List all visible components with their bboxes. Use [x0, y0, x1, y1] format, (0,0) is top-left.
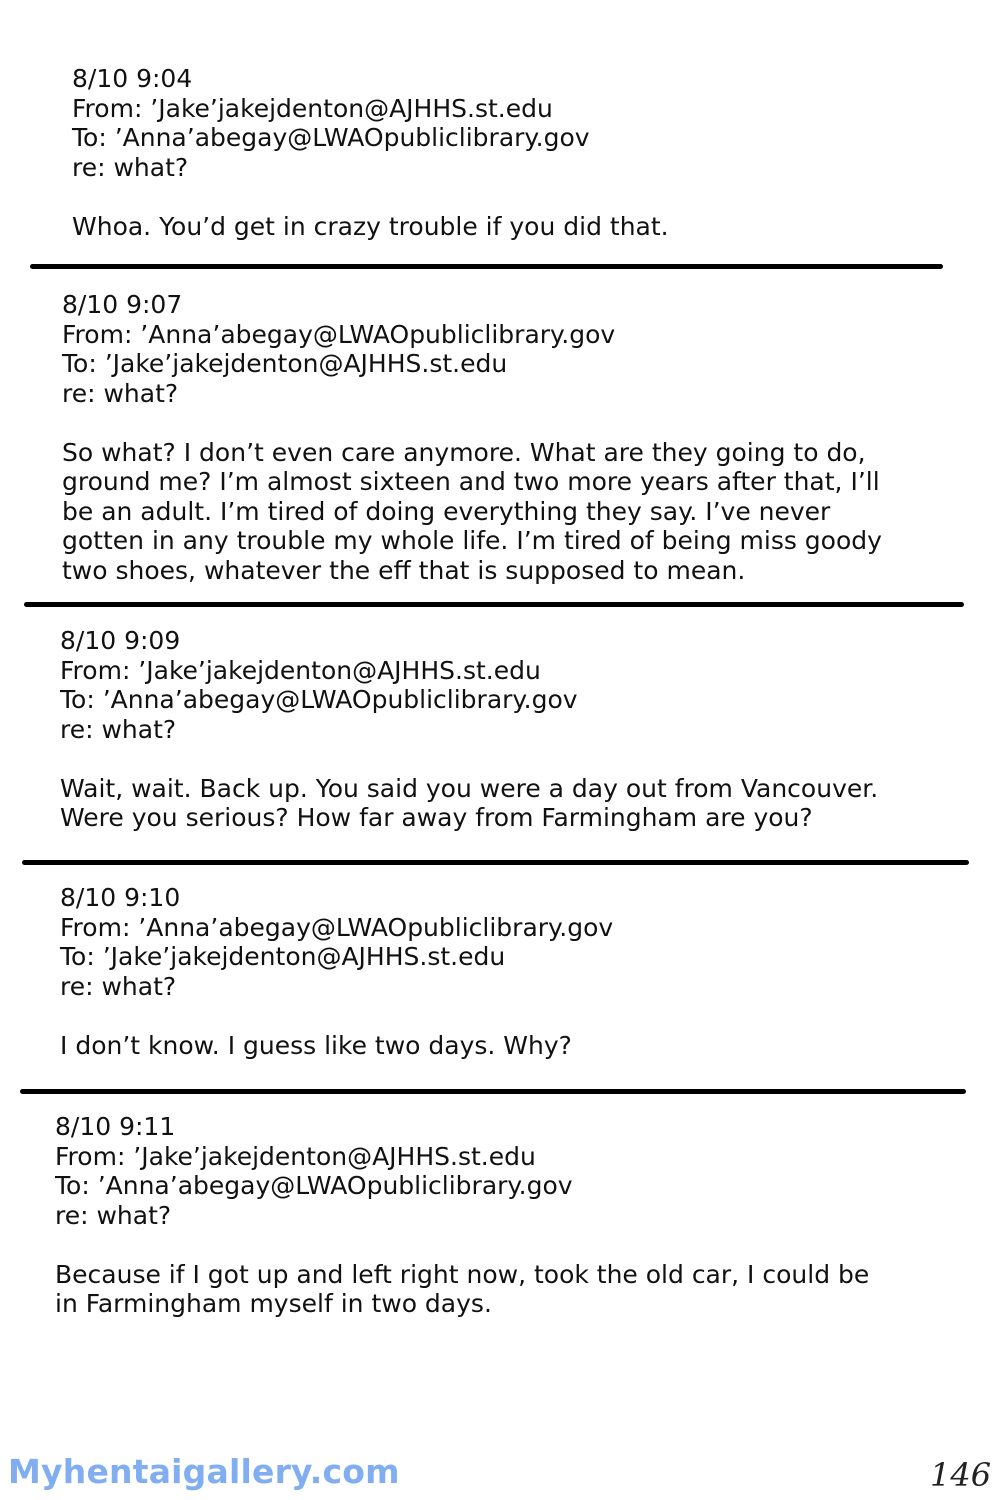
email-timestamp: 8/10 9:10 [60, 883, 181, 912]
email-body-line: Whoa. You’d get in crazy trouble if you did that. [72, 211, 669, 241]
email-body-line: be an adult. I’m tired of doing everything they say. I’ve never [62, 496, 831, 526]
email-body [60, 1031, 613, 1061]
email-timestamp: 8/10 9:11 [55, 1112, 176, 1141]
email-subject: re: what? [62, 378, 179, 408]
email-from: From: ’Jake’jakejdenton@AJHHS.st.edu [60, 655, 541, 685]
email-subject: re: what? [55, 1200, 172, 1230]
email-body [55, 1260, 869, 1319]
email-from: From: ’Anna’abegay@LWAOpubliclibrary.gov [60, 912, 614, 942]
email-subject: re: what? [72, 152, 189, 182]
message-divider [22, 860, 969, 865]
email-timestamp: 8/10 9:07 [62, 290, 183, 319]
email-to: To: ’Anna’abegay@LWAOpubliclibrary.gov [60, 685, 578, 714]
email-message [62, 290, 882, 585]
email-from: From: ’Anna’abegay@LWAOpubliclibrary.gov [62, 319, 616, 349]
email-message [60, 883, 613, 1060]
email-body [62, 438, 882, 586]
email-message [72, 64, 669, 241]
email-body-line: Were you serious? How far away from Farmingham are you? [60, 803, 813, 832]
email-body-line: gotten in any trouble my whole life. I’m tired of being miss goody [62, 526, 882, 555]
email-body-line: So what? I don’t even care anymore. What are they going to do, [62, 437, 866, 467]
email-body-line: ground me? I’m almost sixteen and two more years after that, I’ll [62, 467, 880, 496]
email-to: To: ’Anna’abegay@LWAOpubliclibrary.gov [72, 123, 590, 152]
message-divider [30, 264, 943, 269]
email-subject: re: what? [60, 971, 177, 1001]
message-divider [20, 1089, 966, 1094]
email-subject: re: what? [60, 714, 177, 744]
email-timestamp: 8/10 9:09 [60, 626, 181, 655]
email-body [60, 774, 878, 833]
email-to: To: ’Jake’jakejdenton@AJHHS.st.edu [62, 349, 508, 378]
email-from: From: ’Jake’jakejdenton@AJHHS.st.edu [55, 1141, 536, 1171]
email-to: To: ’Jake’jakejdenton@AJHHS.st.edu [60, 942, 506, 971]
email-body-line: in Farmingham myself in two days. [55, 1289, 492, 1318]
email-message [55, 1112, 869, 1319]
email-body-line: I don’t know. I guess like two days. Why? [60, 1030, 572, 1060]
email-to: To: ’Anna’abegay@LWAOpubliclibrary.gov [55, 1171, 573, 1200]
message-divider [24, 602, 964, 607]
email-body-line: Wait, wait. Back up. You said you were a day out from Vancouver. [60, 773, 879, 803]
email-timestamp: 8/10 9:04 [72, 64, 193, 93]
email-message [60, 626, 878, 833]
email-from: From: ’Jake’jakejdenton@AJHHS.st.edu [72, 93, 553, 123]
email-body [72, 212, 669, 242]
email-body-line: two shoes, whatever the eff that is supposed to mean. [62, 555, 746, 585]
email-body-line: Because if I got up and left right now, took the old car, I could be [55, 1259, 870, 1289]
page-number: 146 [930, 1456, 992, 1494]
watermark: Myhentaigallery.com [8, 1452, 400, 1491]
